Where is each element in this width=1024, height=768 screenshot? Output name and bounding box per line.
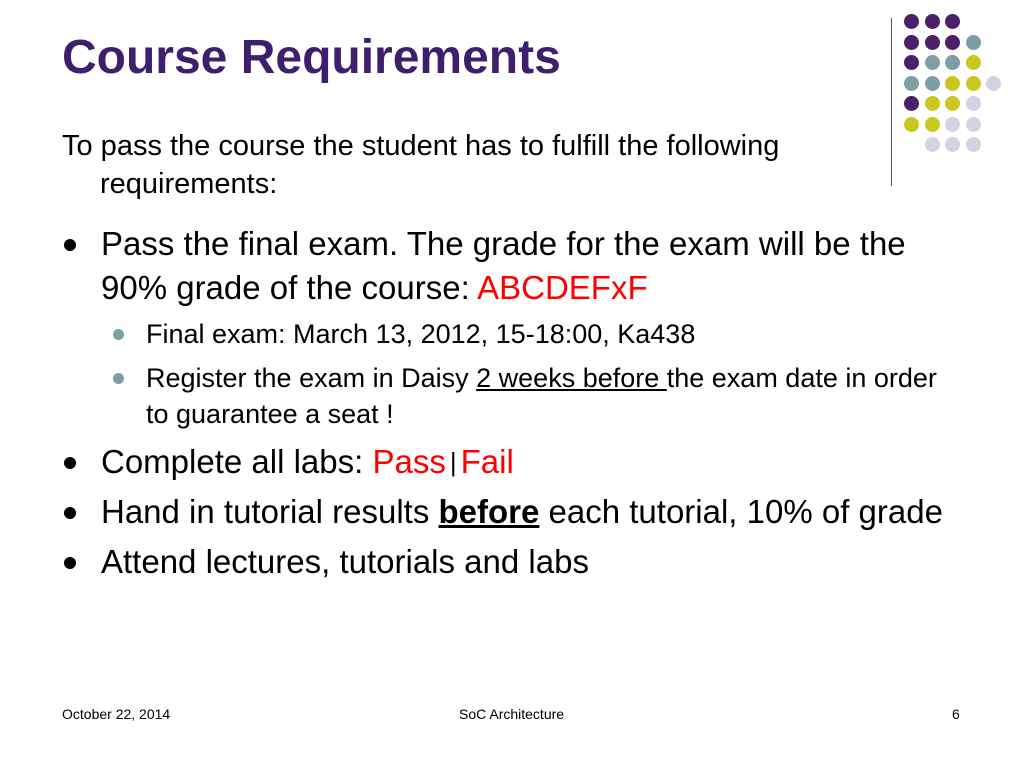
decorative-dot bbox=[966, 35, 981, 50]
bullet-dot bbox=[64, 457, 76, 469]
footer-course: SoC Architecture bbox=[459, 706, 565, 722]
decorative-dot bbox=[904, 76, 919, 91]
decorative-dot bbox=[966, 137, 981, 152]
decorative-dot bbox=[966, 76, 981, 91]
intro-line-1: To pass the course the student has to fulfill the following bbox=[62, 130, 780, 162]
decorative-dot bbox=[925, 96, 940, 111]
sub-bullet-register bbox=[62, 360, 962, 432]
decorative-dot bbox=[904, 55, 919, 70]
register-text-after: the exam date in order to guarantee a seat ! bbox=[146, 363, 937, 429]
sub-bullet-dot bbox=[113, 329, 124, 340]
labs-separator: | bbox=[449, 447, 457, 477]
tutorial-emphasis: before bbox=[438, 493, 540, 530]
intro-line-2: requirements: bbox=[100, 168, 278, 200]
bullet-final-exam bbox=[62, 222, 962, 310]
bullet-tutorials bbox=[62, 490, 962, 534]
bullet-dot bbox=[64, 239, 76, 251]
intro-text bbox=[62, 127, 942, 203]
decorative-dot bbox=[966, 55, 981, 70]
sub-bullet-dot bbox=[113, 373, 124, 384]
decorative-dot bbox=[904, 96, 919, 111]
decorative-dot bbox=[945, 96, 960, 111]
decorative-dot bbox=[945, 117, 960, 132]
bullet-list bbox=[62, 222, 962, 590]
decorative-dot bbox=[925, 76, 940, 91]
footer-page-number: 6 bbox=[952, 706, 960, 722]
bullet-dot bbox=[64, 507, 76, 519]
sub-bullet-exam-date bbox=[62, 316, 962, 352]
labs-text: Complete all labs: bbox=[101, 443, 373, 480]
bullet-labs bbox=[62, 440, 962, 484]
bullet-attend bbox=[62, 540, 962, 584]
decorative-dot bbox=[945, 76, 960, 91]
decorative-dot bbox=[904, 35, 919, 50]
decorative-dot bbox=[945, 14, 960, 29]
decorative-dot bbox=[945, 55, 960, 70]
decorative-dot bbox=[925, 55, 940, 70]
grade-scale: ABCDEFxF bbox=[477, 269, 648, 306]
decorative-dot bbox=[904, 14, 919, 29]
footer-date: October 22, 2014 bbox=[62, 706, 171, 722]
decorative-dot bbox=[945, 137, 960, 152]
labs-pass: Pass bbox=[372, 443, 446, 480]
slide-title: Course Requirements bbox=[62, 31, 561, 84]
decorative-dot bbox=[925, 35, 940, 50]
decorative-dot bbox=[925, 14, 940, 29]
decorative-dot bbox=[945, 35, 960, 50]
bullet-final-exam-text: Pass the final exam. The grade for the exam will be the 90% grade of the course: bbox=[101, 225, 906, 306]
decorative-dot bbox=[966, 96, 981, 111]
register-text-before: Register the exam in Daisy bbox=[146, 363, 477, 393]
labs-fail: Fail bbox=[460, 443, 514, 480]
tutorial-text-after: each tutorial, 10% of grade bbox=[539, 493, 943, 530]
attend-text: Attend lectures, tutorials and labs bbox=[101, 543, 589, 580]
bullet-dot bbox=[64, 557, 76, 569]
tutorial-text-before: Hand in tutorial results bbox=[101, 493, 439, 530]
register-deadline: 2 weeks before bbox=[476, 363, 667, 393]
decorative-dot bbox=[986, 76, 1001, 91]
decorative-dot bbox=[966, 117, 981, 132]
exam-date-text: Final exam: March 13, 2012, 15-18:00, Ka438 bbox=[146, 319, 696, 349]
